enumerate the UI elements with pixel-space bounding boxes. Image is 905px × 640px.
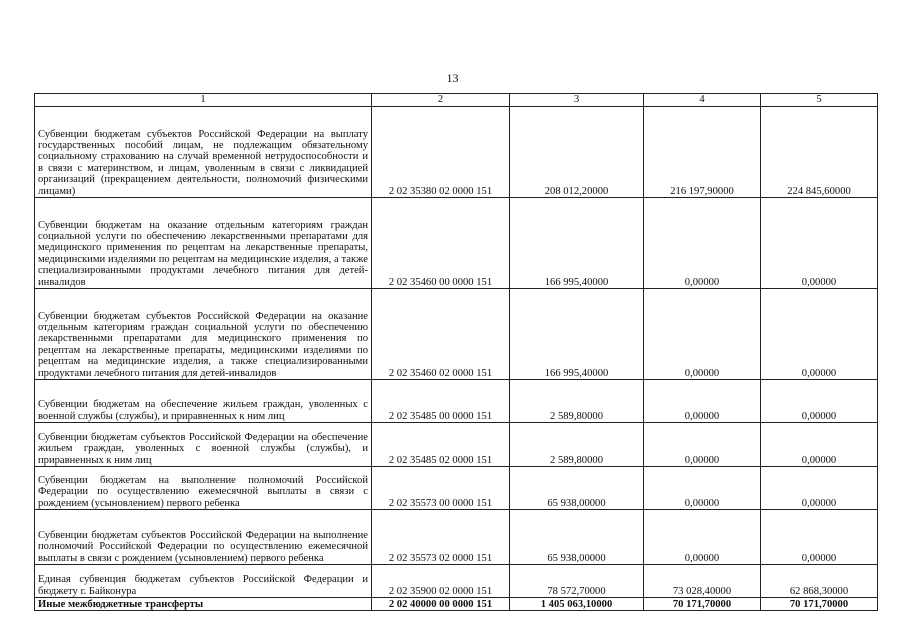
row-code: 2 02 35460 02 0000 151 (372, 289, 510, 380)
row-value-1: 65 938,00000 (510, 510, 644, 565)
row-value-3: 224 845,60000 (761, 107, 878, 198)
table-row (35, 423, 878, 467)
budget-table (34, 93, 878, 611)
row-code: 2 02 35460 00 0000 151 (372, 198, 510, 289)
column-header: 1 (35, 94, 372, 107)
total-value-3: 70 171,70000 (761, 598, 878, 611)
row-value-1: 65 938,00000 (510, 467, 644, 510)
row-value-3: 0,00000 (761, 380, 878, 423)
row-code: 2 02 35573 02 0000 151 (372, 510, 510, 565)
row-description: Субвенции бюджетам субъектов Российской Федерации на выполнение полномочий Российской Федерации по осуществлению ежемесячной выплаты в связи с рождением (усыновлением) первого ребенка (35, 510, 372, 565)
total-description: Иные межбюджетные трансферты (35, 598, 372, 611)
row-value-3: 0,00000 (761, 467, 878, 510)
column-header: 5 (761, 94, 878, 107)
row-value-2: 216 197,90000 (644, 107, 761, 198)
row-value-2: 0,00000 (644, 380, 761, 423)
table-total-row (35, 598, 878, 611)
row-value-2: 0,00000 (644, 467, 761, 510)
row-description: Единая субвенция бюджетам субъектов Российской Федерации и бюджету г. Байконура (35, 565, 372, 598)
row-value-1: 2 589,80000 (510, 380, 644, 423)
total-value-1: 1 405 063,10000 (510, 598, 644, 611)
table-row (35, 380, 878, 423)
row-code: 2 02 35900 02 0000 151 (372, 565, 510, 598)
table-row (35, 510, 878, 565)
row-description: Субвенции бюджетам на оказание отдельным категориям граждан социальной услуги по обеспечению лекарственными препаратами для медицинского применения по рецептам на лекарственные препараты, медицинскими изделиями по рецептам на медицинские изделия, а также специализированными продуктами лечебного питания для детей-инвалидов (35, 198, 372, 289)
row-value-2: 0,00000 (644, 423, 761, 467)
row-value-1: 78 572,70000 (510, 565, 644, 598)
row-value-1: 166 995,40000 (510, 289, 644, 380)
row-value-1: 2 589,80000 (510, 423, 644, 467)
total-value-2: 70 171,70000 (644, 598, 761, 611)
column-header: 3 (510, 94, 644, 107)
row-code: 2 02 35573 00 0000 151 (372, 467, 510, 510)
row-code: 2 02 35380 02 0000 151 (372, 107, 510, 198)
row-value-3: 0,00000 (761, 510, 878, 565)
table-row (35, 467, 878, 510)
row-value-1: 166 995,40000 (510, 198, 644, 289)
table-row (35, 107, 878, 198)
row-value-2: 73 028,40000 (644, 565, 761, 598)
table-row (35, 289, 878, 380)
row-value-3: 0,00000 (761, 198, 878, 289)
row-description: Субвенции бюджетам на обеспечение жильем граждан, уволенных с военной службы (службы), и приравненных к ним лиц (35, 380, 372, 423)
row-value-3: 62 868,30000 (761, 565, 878, 598)
row-value-1: 208 012,20000 (510, 107, 644, 198)
table-row (35, 198, 878, 289)
table-row (35, 565, 878, 598)
row-code: 2 02 35485 00 0000 151 (372, 380, 510, 423)
row-description: Субвенции бюджетам субъектов Российской Федерации на выплату государственных пособий лицам, не подлежащим обязательному социальному страхованию на случай временной нетрудоспособности и в связи с материнством, и лицам, уволенным в связи с ликвидацией организаций (прекращением деятельности, полномочий физическими лицами) (35, 107, 372, 198)
column-header: 4 (644, 94, 761, 107)
total-code: 2 02 40000 00 0000 151 (372, 598, 510, 611)
row-value-3: 0,00000 (761, 423, 878, 467)
row-value-2: 0,00000 (644, 510, 761, 565)
column-header: 2 (372, 94, 510, 107)
row-description: Субвенции бюджетам на выполнение полномочий Российской Федерации по осуществлению ежемесячной выплаты в связи с рождением (усыновлением) первого ребенка (35, 467, 372, 510)
row-description: Субвенции бюджетам субъектов Российской Федерации на обеспечение жильем граждан, уволенных с военной службы (службы), и приравненных к ним лиц (35, 423, 372, 467)
page-number: 13 (446, 71, 459, 85)
row-description: Субвенции бюджетам субъектов Российской Федерации на оказание отдельным категориям граждан социальной услуги по обеспечению лекарственными препаратами для медицинского применения по рецептам на лекарственные препараты, медицинскими изделиями по рецептам на медицинские изделия, а также специализированными продуктами лечебного питания для детей-инвалидов (35, 289, 372, 380)
row-value-3: 0,00000 (761, 289, 878, 380)
table-header-row (35, 94, 878, 107)
row-value-2: 0,00000 (644, 198, 761, 289)
row-value-2: 0,00000 (644, 289, 761, 380)
row-code: 2 02 35485 02 0000 151 (372, 423, 510, 467)
